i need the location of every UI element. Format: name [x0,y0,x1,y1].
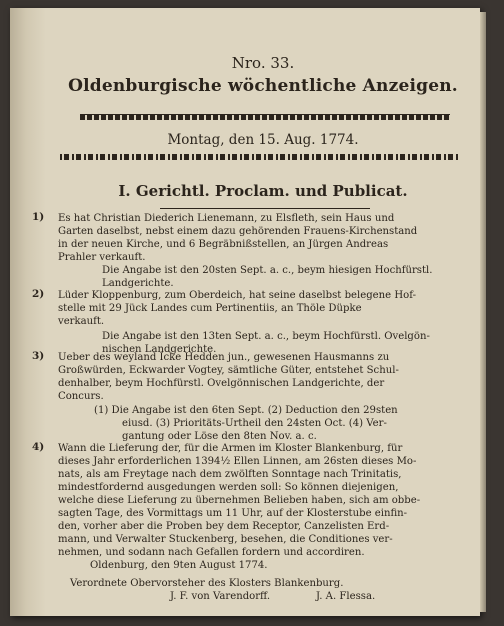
page-edge [480,12,486,612]
item-line: Concurs. [58,391,104,402]
item-line: Landgerichte. [102,278,174,289]
item-line: mann, und Verwalter Stuckenberg, besehen, die Conditiones ver- [58,534,393,545]
section-heading: I. Gerichtl. Proclam. und Publicat. [118,182,408,200]
item-line: Garten daselbst, nebst einem dazu gehörenden Frauens-Kirchenstand [58,226,418,237]
item-line: verkauft. [58,316,105,327]
item-line: in der neuen Kirche, und 6 Begräbnißstellen, an Jürgen Andreas [58,239,389,250]
item-line: Wann die Lieferung der, für die Armen im Kloster Blankenburg, für [58,443,403,454]
item-number: 2) [32,288,45,300]
signature-heading: Verordnete Obervorsteher des Klosters Blankenburg. [70,578,344,589]
page-gutter [10,8,46,616]
item-line: Es hat Christian Diederich Lienemann, zu Elsfleth, sein Haus und [58,213,395,224]
item-line: den, vorher aber die Proben bey dem Receptor, Canzelisten Erd- [58,521,390,532]
item-line: nehmen, und sodann nach Gefallen fordern und accordiren. [58,547,365,558]
item-line: (1) Die Angabe ist den 6ten Sept. (2) Deduction den 29sten [94,405,398,416]
item-line: denhalber, beym Hochfürstl. Ovelgönnischen Landgerichte, der [58,378,385,389]
issue-number: Nro. 33. [231,54,295,72]
item-line: Die Angabe ist den 20sten Sept. a. c., beym hiesigen Hochfürstl. [102,265,433,276]
newspaper-title: Oldenburgische wöchentliche Anzeigen. [68,76,458,96]
item-line: welche diese Lieferung zu übernehmen Belieben haben, sich am obbe- [58,495,421,506]
heading-rule [160,208,370,209]
item-number: 3) [32,350,45,362]
item-line: dieses Jahr erforderlichen 1394½ Ellen Linnen, am 26sten dieses Mo- [58,456,417,467]
item-line: Ueber des weyland Icke Hedden jun., gewesenen Hausmanns zu [58,352,390,363]
signature-name-2: J. A. Flessa. [316,591,376,602]
ornamental-rule-top [80,114,450,120]
item-line: nats, als am Freytage nach dem zwölften Sonntage nach Trinitatis, [58,469,402,480]
item-line: Lüder Kloppenburg, zum Oberdeich, hat seine daselbst belegene Hof- [58,290,416,301]
ornamental-rule-date [60,154,460,160]
item-line: eiusd. (3) Prioritäts-Urtheil den 24sten Oct. (4) Ver- [122,418,387,429]
item-line: nischen Landgerichte. [102,344,217,355]
issue-date: Montag, den 15. Aug. 1774. [167,132,359,148]
item-line: gantung oder Löse den 8ten Nov. a. c. [122,431,317,442]
item-line: Prahler verkauft. [58,252,146,263]
item-number: 4) [32,441,45,453]
item-line: Großwürden, Eckwarder Vogtey, sämtliche Güter, entstehet Schul- [58,365,399,376]
item-line: stelle mit 29 Jück Landes cum Pertinentiis, an Thöle Düpke [58,303,362,314]
signature-name-1: J. F. von Varendorff. [170,591,271,602]
item-number: 1) [32,211,45,223]
item-line: Die Angabe ist den 13ten Sept. a. c., beym Hochfürstl. Ovelgön- [102,331,430,342]
dateline: Oldenburg, den 9ten August 1774. [90,560,268,571]
item-line: mindestfordernd ausgedungen werden soll: So können diejenigen, [58,482,399,493]
newspaper-page [10,8,480,616]
item-line: sagten Tage, des Vormittags um 11 Uhr, auf der Klosterstube einfin- [58,508,408,519]
